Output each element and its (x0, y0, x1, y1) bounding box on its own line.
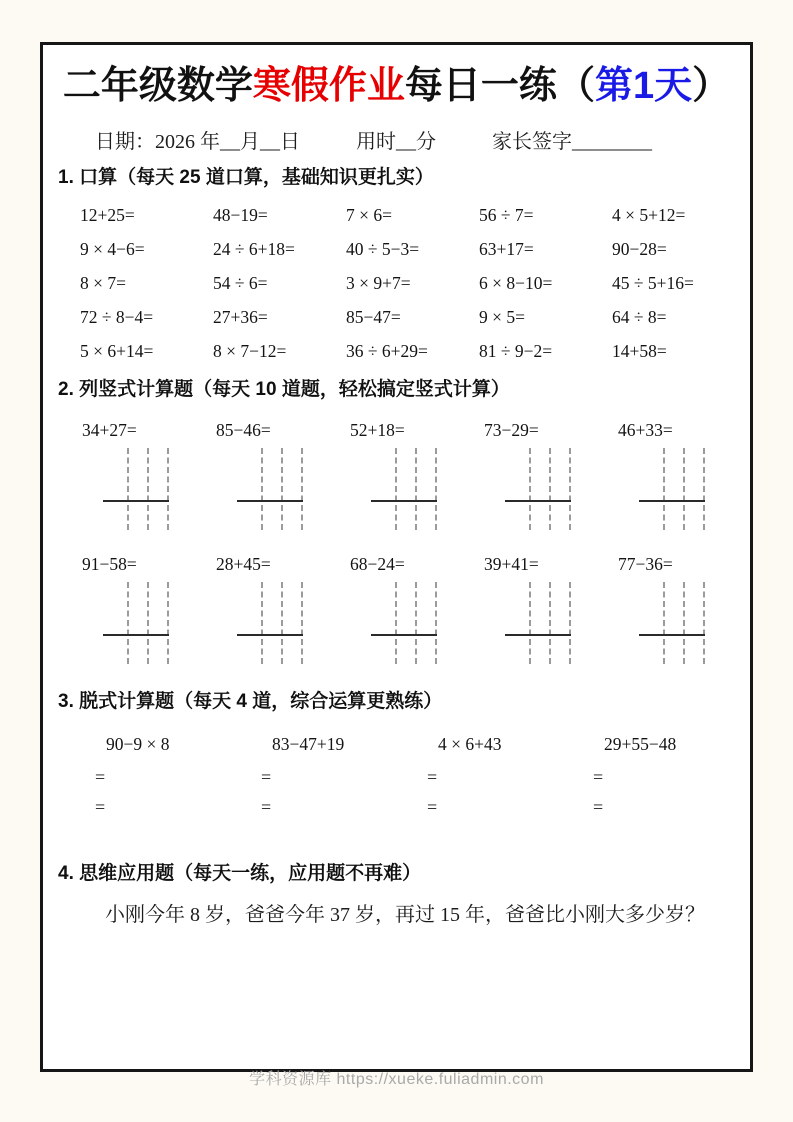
vertical-workspaces-row-1 (82, 448, 735, 530)
equals-sign: = (427, 796, 438, 817)
workspace-answer-line (237, 500, 303, 502)
oral-problem: 14+58= (612, 340, 667, 361)
vertical-calc-workspace (618, 582, 752, 664)
oral-problem: 56 ÷ 7= (479, 204, 534, 225)
oral-problem: 64 ÷ 8= (612, 306, 667, 327)
equals-sign: = (261, 796, 272, 817)
vertical-problems-row-2 (82, 552, 735, 576)
vertical-calc-workspace (350, 448, 484, 530)
workspace-dashed-line (301, 448, 303, 530)
vertical-problem: 39+41= (484, 553, 539, 574)
workspace-dashed-line (683, 448, 685, 530)
oral-problem: 8 × 7−12= (213, 340, 287, 361)
equals-sign: = (427, 766, 438, 787)
workspace-answer-line (103, 634, 169, 636)
meta-line (95, 125, 735, 154)
workspace-dashed-line (301, 582, 303, 664)
oral-problem: 9 × 5= (479, 306, 525, 327)
stepwise-problem: 29+55−48 (604, 733, 677, 754)
workspace-answer-line (505, 634, 571, 636)
stepwise-problems-grid (92, 732, 735, 822)
vertical-problem: 28+45= (216, 553, 271, 574)
oral-problem: 27+36= (213, 306, 268, 327)
vertical-problem: 77−36= (618, 553, 673, 574)
title-day-badge: 第1天 (594, 65, 693, 107)
vertical-problem: 68−24= (350, 553, 405, 574)
worksheet-page (40, 42, 753, 1072)
vertical-problem: 34+27= (82, 419, 137, 440)
workspace-dashed-line (147, 448, 149, 530)
workspace-answer-line (639, 500, 705, 502)
workspace-dashed-line (549, 582, 551, 664)
stepwise-column (590, 732, 753, 822)
equals-sign: = (593, 766, 604, 787)
workspace-dashed-line (147, 582, 149, 664)
vertical-problems-row-1 (82, 418, 735, 442)
oral-problem: 63+17= (479, 238, 534, 259)
oral-problem: 45 ÷ 5+16= (612, 272, 694, 293)
vertical-calc-workspace (350, 582, 484, 664)
meta-duration: 用时__分 (356, 130, 436, 153)
equals-sign: = (261, 766, 272, 787)
title-paren-open: （ (556, 65, 595, 107)
oral-problems-grid (80, 198, 735, 368)
workspace-answer-line (371, 634, 437, 636)
workspace-dashed-line (261, 448, 263, 530)
oral-problem: 90−28= (612, 238, 667, 259)
workspace-answer-line (237, 634, 303, 636)
oral-problem: 7 × 6= (346, 204, 392, 225)
vertical-workspaces-row-2 (82, 582, 735, 664)
oral-problem: 4 × 5+12= (612, 204, 686, 225)
stepwise-column (92, 732, 258, 822)
oral-problem: 54 ÷ 6= (213, 272, 268, 293)
workspace-dashed-line (415, 448, 417, 530)
page-title (58, 65, 735, 109)
workspace-dashed-line (281, 448, 283, 530)
oral-problem: 12+25= (80, 204, 135, 225)
oral-problem: 48−19= (213, 204, 268, 225)
workspace-dashed-line (529, 448, 531, 530)
vertical-calc-workspace (618, 448, 752, 530)
workspace-answer-line (505, 500, 571, 502)
section-4-heading: 4. 思维应用题（每天一练，应用题不再难） (58, 862, 422, 884)
oral-problem: 85−47= (346, 306, 401, 327)
workspace-answer-line (103, 500, 169, 502)
vertical-calc-workspace (216, 582, 350, 664)
vertical-calc-workspace (216, 448, 350, 530)
equals-sign: = (593, 796, 604, 817)
workspace-dashed-line (569, 448, 571, 530)
vertical-problem: 73−29= (484, 419, 539, 440)
workspace-dashed-line (261, 582, 263, 664)
oral-problem: 72 ÷ 8−4= (80, 306, 154, 327)
oral-problem: 36 ÷ 6+29= (346, 340, 428, 361)
workspace-dashed-line (395, 582, 397, 664)
workspace-dashed-line (529, 582, 531, 664)
oral-problem: 24 ÷ 6+18= (213, 238, 295, 259)
workspace-dashed-line (415, 582, 417, 664)
workspace-dashed-line (435, 582, 437, 664)
vertical-problem: 85−46= (216, 419, 271, 440)
workspace-dashed-line (281, 582, 283, 664)
workspace-dashed-line (663, 582, 665, 664)
section-1-heading: 1. 口算（每天 25 道口算，基础知识更扎实） (58, 166, 434, 188)
equals-sign: = (95, 766, 106, 787)
stepwise-column (424, 732, 590, 822)
workspace-dashed-line (167, 582, 169, 664)
workspace-dashed-line (549, 448, 551, 530)
workspace-dashed-line (127, 582, 129, 664)
oral-problem: 3 × 9+7= (346, 272, 411, 293)
vertical-calc-workspace (82, 448, 216, 530)
stepwise-problem: 83−47+19 (272, 733, 345, 754)
meta-date: 日期：2026 年__月__日 (95, 130, 300, 153)
title-grade: 二年级数学 (62, 65, 253, 107)
workspace-answer-line (639, 634, 705, 636)
vertical-calc-workspace (82, 582, 216, 664)
oral-problem: 8 × 7= (80, 272, 126, 293)
workspace-dashed-line (683, 582, 685, 664)
workspace-dashed-line (703, 582, 705, 664)
meta-signature: 家长签字________ (492, 130, 652, 153)
oral-problem: 81 ÷ 9−2= (479, 340, 553, 361)
stepwise-problem: 4 × 6+43 (438, 733, 502, 754)
workspace-dashed-line (703, 448, 705, 530)
oral-problem: 6 × 8−10= (479, 272, 553, 293)
word-problem-text: 小刚今年 8 岁，爸爸今年 37 岁，再过 15 年，爸爸比小刚大多少岁？ (105, 903, 705, 926)
workspace-answer-line (371, 500, 437, 502)
oral-problem: 40 ÷ 5−3= (346, 238, 420, 259)
vertical-problem: 46+33= (618, 419, 673, 440)
vertical-problem: 91−58= (82, 553, 137, 574)
workspace-dashed-line (569, 582, 571, 664)
workspace-dashed-line (663, 448, 665, 530)
title-paren-close: ） (692, 65, 731, 107)
oral-problem: 5 × 6+14= (80, 340, 154, 361)
title-daily: 每日一练 (404, 65, 557, 107)
workspace-dashed-line (167, 448, 169, 530)
oral-problem: 9 × 4−6= (80, 238, 145, 259)
title-holiday: 寒假作业 (252, 65, 405, 107)
section-3-heading: 3. 脱式计算题（每天 4 道，综合运算更熟练） (58, 690, 443, 712)
stepwise-column (258, 732, 424, 822)
section-2-heading: 2. 列竖式计算题（每天 10 道题，轻松搞定竖式计算） (58, 378, 510, 400)
vertical-calc-workspace (484, 582, 618, 664)
equals-sign: = (95, 796, 106, 817)
workspace-dashed-line (395, 448, 397, 530)
footer-watermark: 学科资源库 https://xueke.fuliadmin.com (249, 1071, 544, 1088)
vertical-calc-workspace (484, 448, 618, 530)
workspace-dashed-line (435, 448, 437, 530)
workspace-dashed-line (127, 448, 129, 530)
stepwise-problem: 90−9 × 8 (106, 733, 170, 754)
vertical-problem: 52+18= (350, 419, 405, 440)
